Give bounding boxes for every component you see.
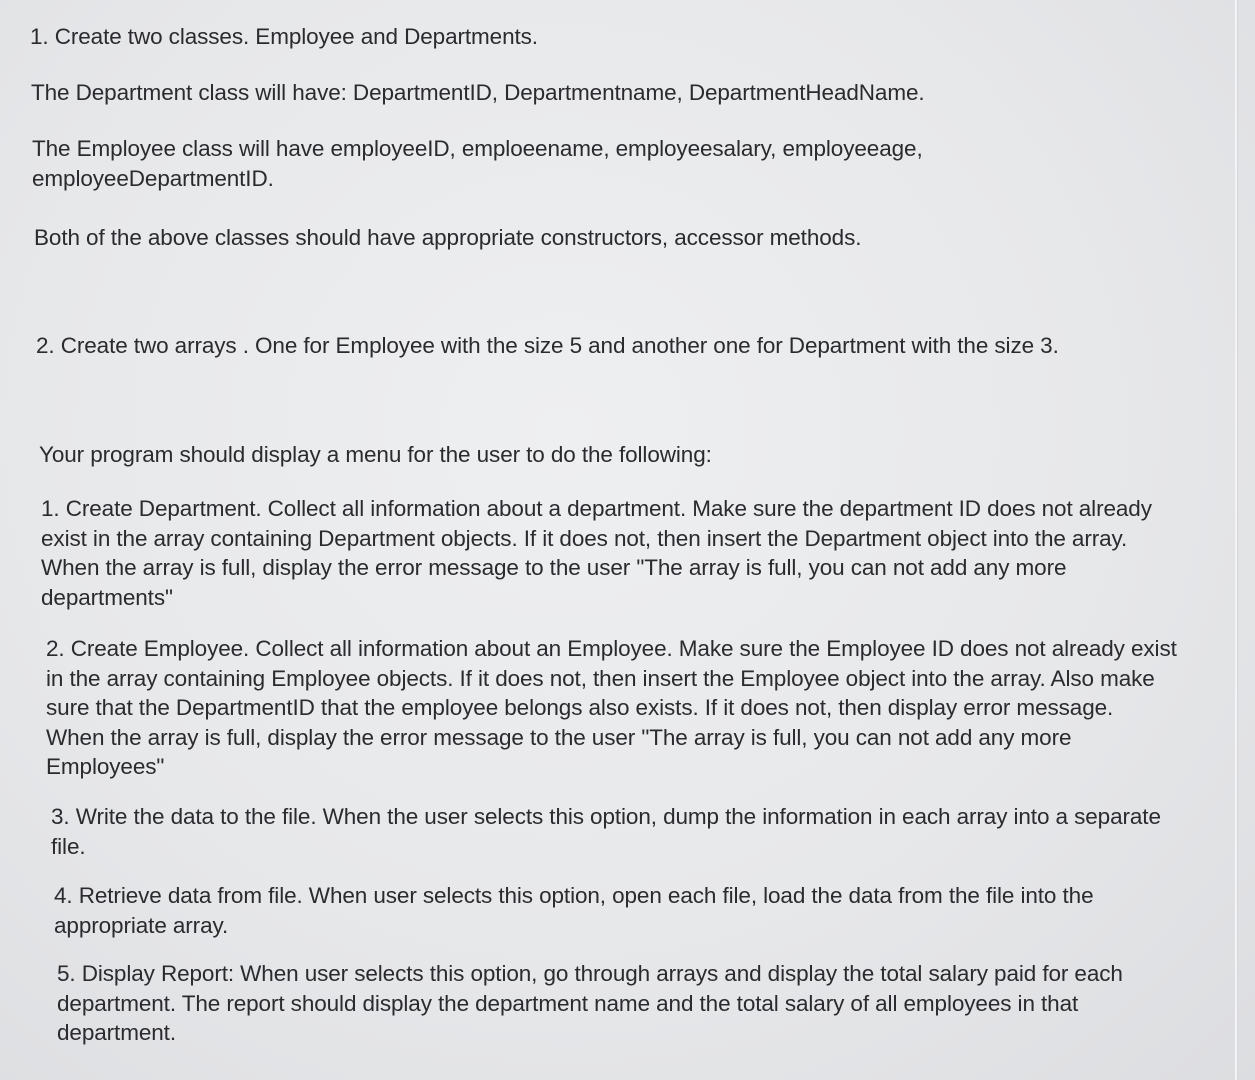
text-line: appropriate array. — [54, 912, 229, 938]
menu-option-create-department — [41, 494, 1152, 612]
menu-option-write-data — [51, 802, 1161, 861]
department-class-fields — [31, 78, 925, 108]
text-line: When the array is full, display the error message to the user "The array is full, you can not add any more — [46, 724, 1072, 750]
constructors-note — [34, 223, 861, 253]
text-line: 1. Create two classes. Employee and Departments. — [30, 24, 538, 49]
text-line: department. The report should display the department name and the total salary of all employees in that — [57, 990, 1079, 1016]
text-line: 2. Create Employee. Collect all information about an Employee. Make sure the Employee ID does not already exist — [46, 636, 1177, 661]
text-line: Employees" — [46, 754, 165, 779]
text-line: 4. Retrieve data from file. When user selects this option, open each file, load the data from the file into the — [54, 883, 1094, 908]
text-line: When the array is full, display the error message to the user "The array is full, you can not add any more — [41, 555, 1067, 580]
text-line: exist in the array containing Department objects. If it does not, then insert the Department object into the array. — [41, 525, 1128, 551]
text-line: department. — [57, 1020, 176, 1045]
step-2-create-arrays — [36, 331, 1059, 361]
text-line: Both of the above classes should have appropriate constructors, accessor methods. — [34, 225, 862, 250]
text-line: file. — [51, 833, 86, 859]
text-line: sure that the DepartmentID that the employee belongs also exists. If it does not, then display error message. — [46, 695, 1114, 720]
text-line: 5. Display Report: When user selects this option, go through arrays and display the total salary paid for each — [57, 961, 1123, 986]
text-line: employeeDepartmentID. — [32, 165, 274, 191]
menu-option-display-report — [57, 959, 1123, 1048]
text-line: 3. Write the data to the file. When the user selects this option, dump the information in each array into a separate — [51, 804, 1161, 829]
text-line: 2. Create two arrays . One for Employee with the size 5 and another one for Department with the size 3. — [36, 333, 1059, 358]
menu-option-create-employee — [46, 634, 1177, 782]
text-line: Your program should display a menu for the user to do the following: — [39, 442, 712, 467]
menu-option-retrieve-data — [54, 881, 1093, 940]
step-1-create-classes — [30, 22, 538, 52]
text-line: The Department class will have: DepartmentID, Departmentname, DepartmentHeadName. — [31, 80, 925, 105]
employee-class-fields — [32, 134, 923, 193]
text-line: in the array containing Employee objects. If it does not, then insert the Employee object into the array. Also make — [46, 665, 1155, 691]
menu-intro — [39, 440, 712, 470]
text-line: The Employee class will have employeeID, emploeename, employeesalary, employeeage, — [32, 136, 923, 161]
monitor-edge — [1235, 0, 1237, 1080]
text-line: departments" — [41, 584, 173, 610]
text-line: 1. Create Department. Collect all information about a department. Make sure the department ID does not already — [41, 496, 1152, 521]
